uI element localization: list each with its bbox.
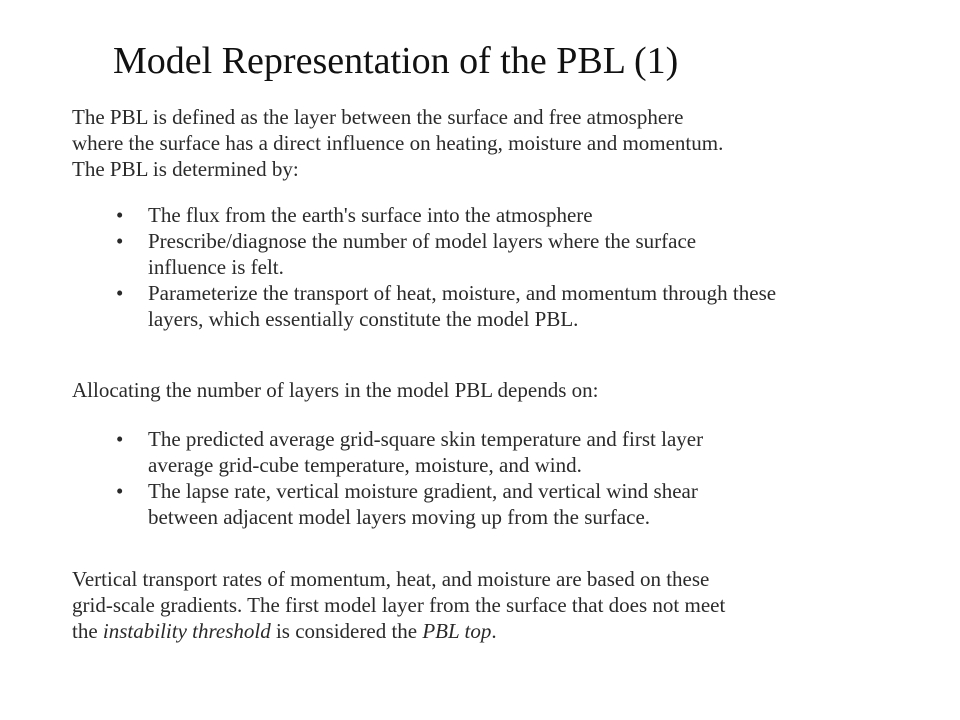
list-item [72,478,952,530]
closing-line: grid-scale gradients. The first model layer from the surface that does not meet [72,593,726,617]
closing-text: . [491,619,497,643]
intro-line: The PBL is determined by: [72,157,299,181]
bullet-icon: • [116,479,124,503]
intro-line: where the surface has a direct influence on heating, moisture and momentum. [72,131,724,155]
allocating-list [72,426,952,530]
bullet-icon: • [116,229,124,253]
list-item [72,280,952,332]
closing-text: is considered the [270,619,423,643]
list-item [72,426,952,478]
list-item [72,202,952,228]
intro-paragraph [72,104,952,182]
list-item [72,228,952,280]
bullet-text: Parameterize the transport of heat, moisture, and momentum through these [148,281,777,305]
bullet-text: average grid-cube temperature, moisture, and wind. [148,453,582,477]
pbl-top-term: PBL top [422,619,492,643]
bullet-text: influence is felt. [148,255,284,279]
determined-by-list [72,202,952,332]
bullet-text: The lapse rate, vertical moisture gradient, and vertical wind shear [148,479,698,503]
closing-line: Vertical transport rates of momentum, heat, and moisture are based on these [72,567,710,591]
closing-paragraph [72,566,952,644]
bullet-icon: • [116,281,124,305]
closing-text: the [72,619,103,643]
allocating-heading [72,377,952,403]
bullet-text: Prescribe/diagnose the number of model layers where the surface [148,229,697,253]
bullet-text: layers, which essentially constitute the model PBL. [148,307,579,331]
intro-line: The PBL is defined as the layer between the surface and free atmosphere [72,105,684,129]
bullet-text: The predicted average grid-square skin temperature and first layer [148,427,704,451]
instability-threshold-term: instability threshold [102,619,271,643]
closing-line [72,618,952,644]
bullet-icon: • [116,427,124,451]
allocating-heading-text: Allocating the number of layers in the model PBL depends on: [72,378,599,402]
bullet-text: The flux from the earth's surface into the atmosphere [148,203,593,227]
slide-title: Model Representation of the PBL (1) [113,40,679,82]
bullet-icon: • [116,203,124,227]
bullet-text: between adjacent model layers moving up from the surface. [148,505,651,529]
